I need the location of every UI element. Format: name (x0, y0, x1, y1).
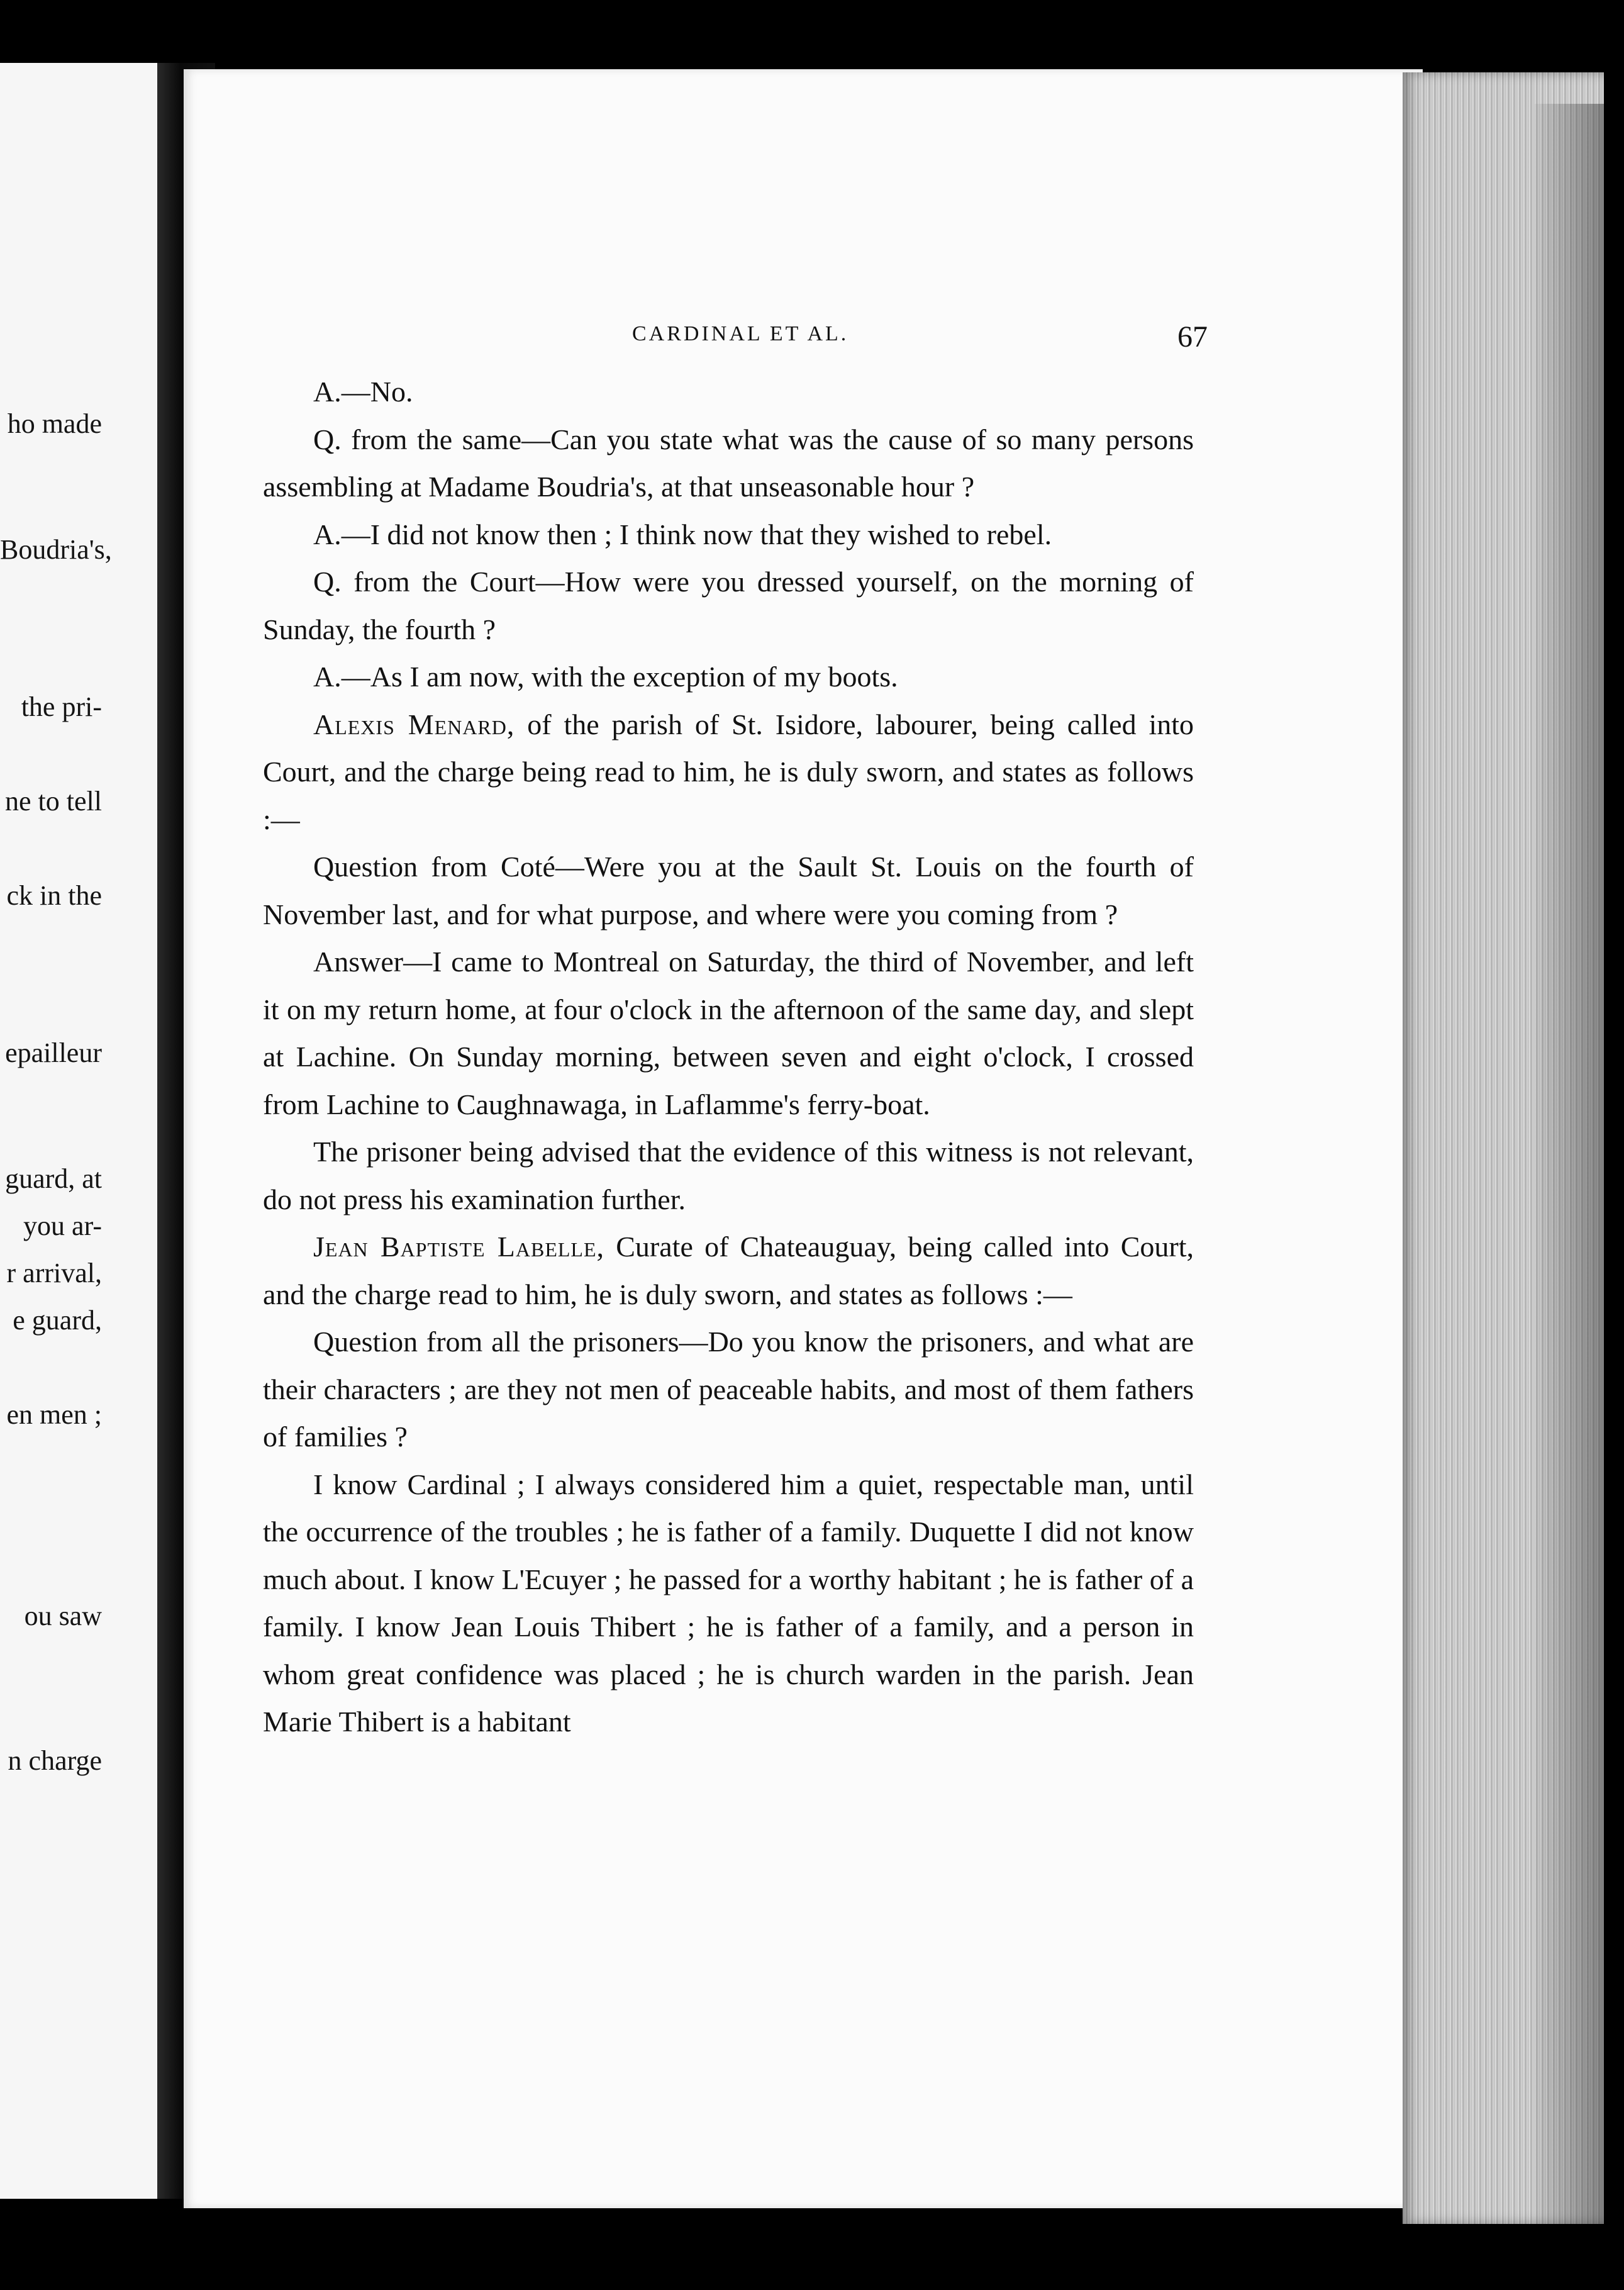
paragraph (263, 368, 1194, 416)
paragraph-text: The prisoner being advised that the evidence of this witness is not relevant, do not press his examination further. (263, 1136, 1194, 1215)
left-page-line: ou saw (24, 1600, 102, 1631)
left-page-line: guard, at (5, 1163, 102, 1194)
left-page-line: ho made (7, 408, 102, 439)
paragraph-text: A.—As I am now, with the exception of my boots. (313, 661, 898, 693)
paragraph (263, 843, 1194, 938)
witness-name: Jean Baptiste Labelle, (313, 1231, 605, 1263)
left-page-line: ck in the (6, 880, 102, 911)
left-page-line: n charge (8, 1745, 102, 1776)
paragraph-text: Question from Coté—Were you at the Sault St. Louis on the fourth of November last, and for what purpose, and where were you coming from ? (263, 851, 1194, 930)
paragraph-text: A.—I did not know then ; I think now that they wished to rebel. (313, 518, 1052, 550)
left-page-line: epailleur (5, 1037, 102, 1068)
paragraph-text: of the parish of St. Isidore, labourer, being called into Court, and the charge being read to him, he is duly sworn, and states as follows :— (263, 708, 1194, 835)
paragraph (263, 416, 1194, 511)
paragraph (263, 511, 1194, 559)
paragraph (263, 1318, 1194, 1461)
paragraph (263, 1223, 1194, 1318)
paragraph (263, 938, 1194, 1128)
paragraph-text: Question from all the prisoners—Do you know the prisoners, and what are their characters ; are they not men of peaceable habits, and most of them fathers of families ? (263, 1326, 1194, 1453)
left-page-line: the pri- (21, 691, 102, 722)
paragraph (263, 653, 1194, 701)
paragraph-text: I know Cardinal ; I always considered him a quiet, respectable man, until the occurrence of the troubles ; he is father of a family. Duquette I did not know much about. I know L'Ecuyer ; he passed for a worthy habitant ; he is father of a family. I know Jean Louis Thibert ; he is father of a family, and a person in whom great confidence was placed ; he is church warden in the parish. Jean Marie Thibert is a habitant (263, 1468, 1194, 1738)
running-title: CARDINAL ET AL. (632, 322, 849, 345)
paragraph-text: Curate of Chateauguay, being called into Court, and the charge read to him, he is duly sworn, and states as follows :— (263, 1231, 1194, 1310)
left-page-line: Boudria's, (0, 534, 112, 565)
paragraph-text: A.—No. (313, 376, 413, 408)
left-page-line: you ar- (23, 1210, 102, 1241)
paragraph-text: Answer—I came to Montreal on Saturday, the third of November, and left it on my return home, at four o'clock in the afternoon of the same day, and slept at Lachine. On Sunday morning, between seven and eight o'clock, I crossed from Lachine to Caughnawaga, in Laflamme's ferry-boat. (263, 946, 1194, 1120)
running-head (277, 320, 1208, 357)
witness-name: Alexis Menard, (313, 708, 515, 740)
page-edges-shadow (1535, 104, 1604, 2224)
paragraph (263, 701, 1194, 844)
facing-page-left (0, 63, 157, 2199)
left-page-line: r arrival, (6, 1258, 102, 1288)
body-text (263, 368, 1194, 1746)
paragraph (263, 1461, 1194, 1746)
paragraph-text: Q. from the same—Can you state what was the cause of so many persons assembling at Madame Boudria's, at that unseasonable hour ? (263, 423, 1194, 503)
paragraph (263, 1128, 1194, 1223)
page-number: 67 (1177, 320, 1208, 354)
left-page-line: ne to tell (5, 786, 102, 817)
paragraph (263, 558, 1194, 653)
paragraph-text: Q. from the Court—How were you dressed yourself, on the morning of Sunday, the fourth ? (263, 566, 1194, 645)
left-page-line: e guard, (13, 1305, 102, 1336)
left-page-line: en men ; (6, 1399, 102, 1430)
